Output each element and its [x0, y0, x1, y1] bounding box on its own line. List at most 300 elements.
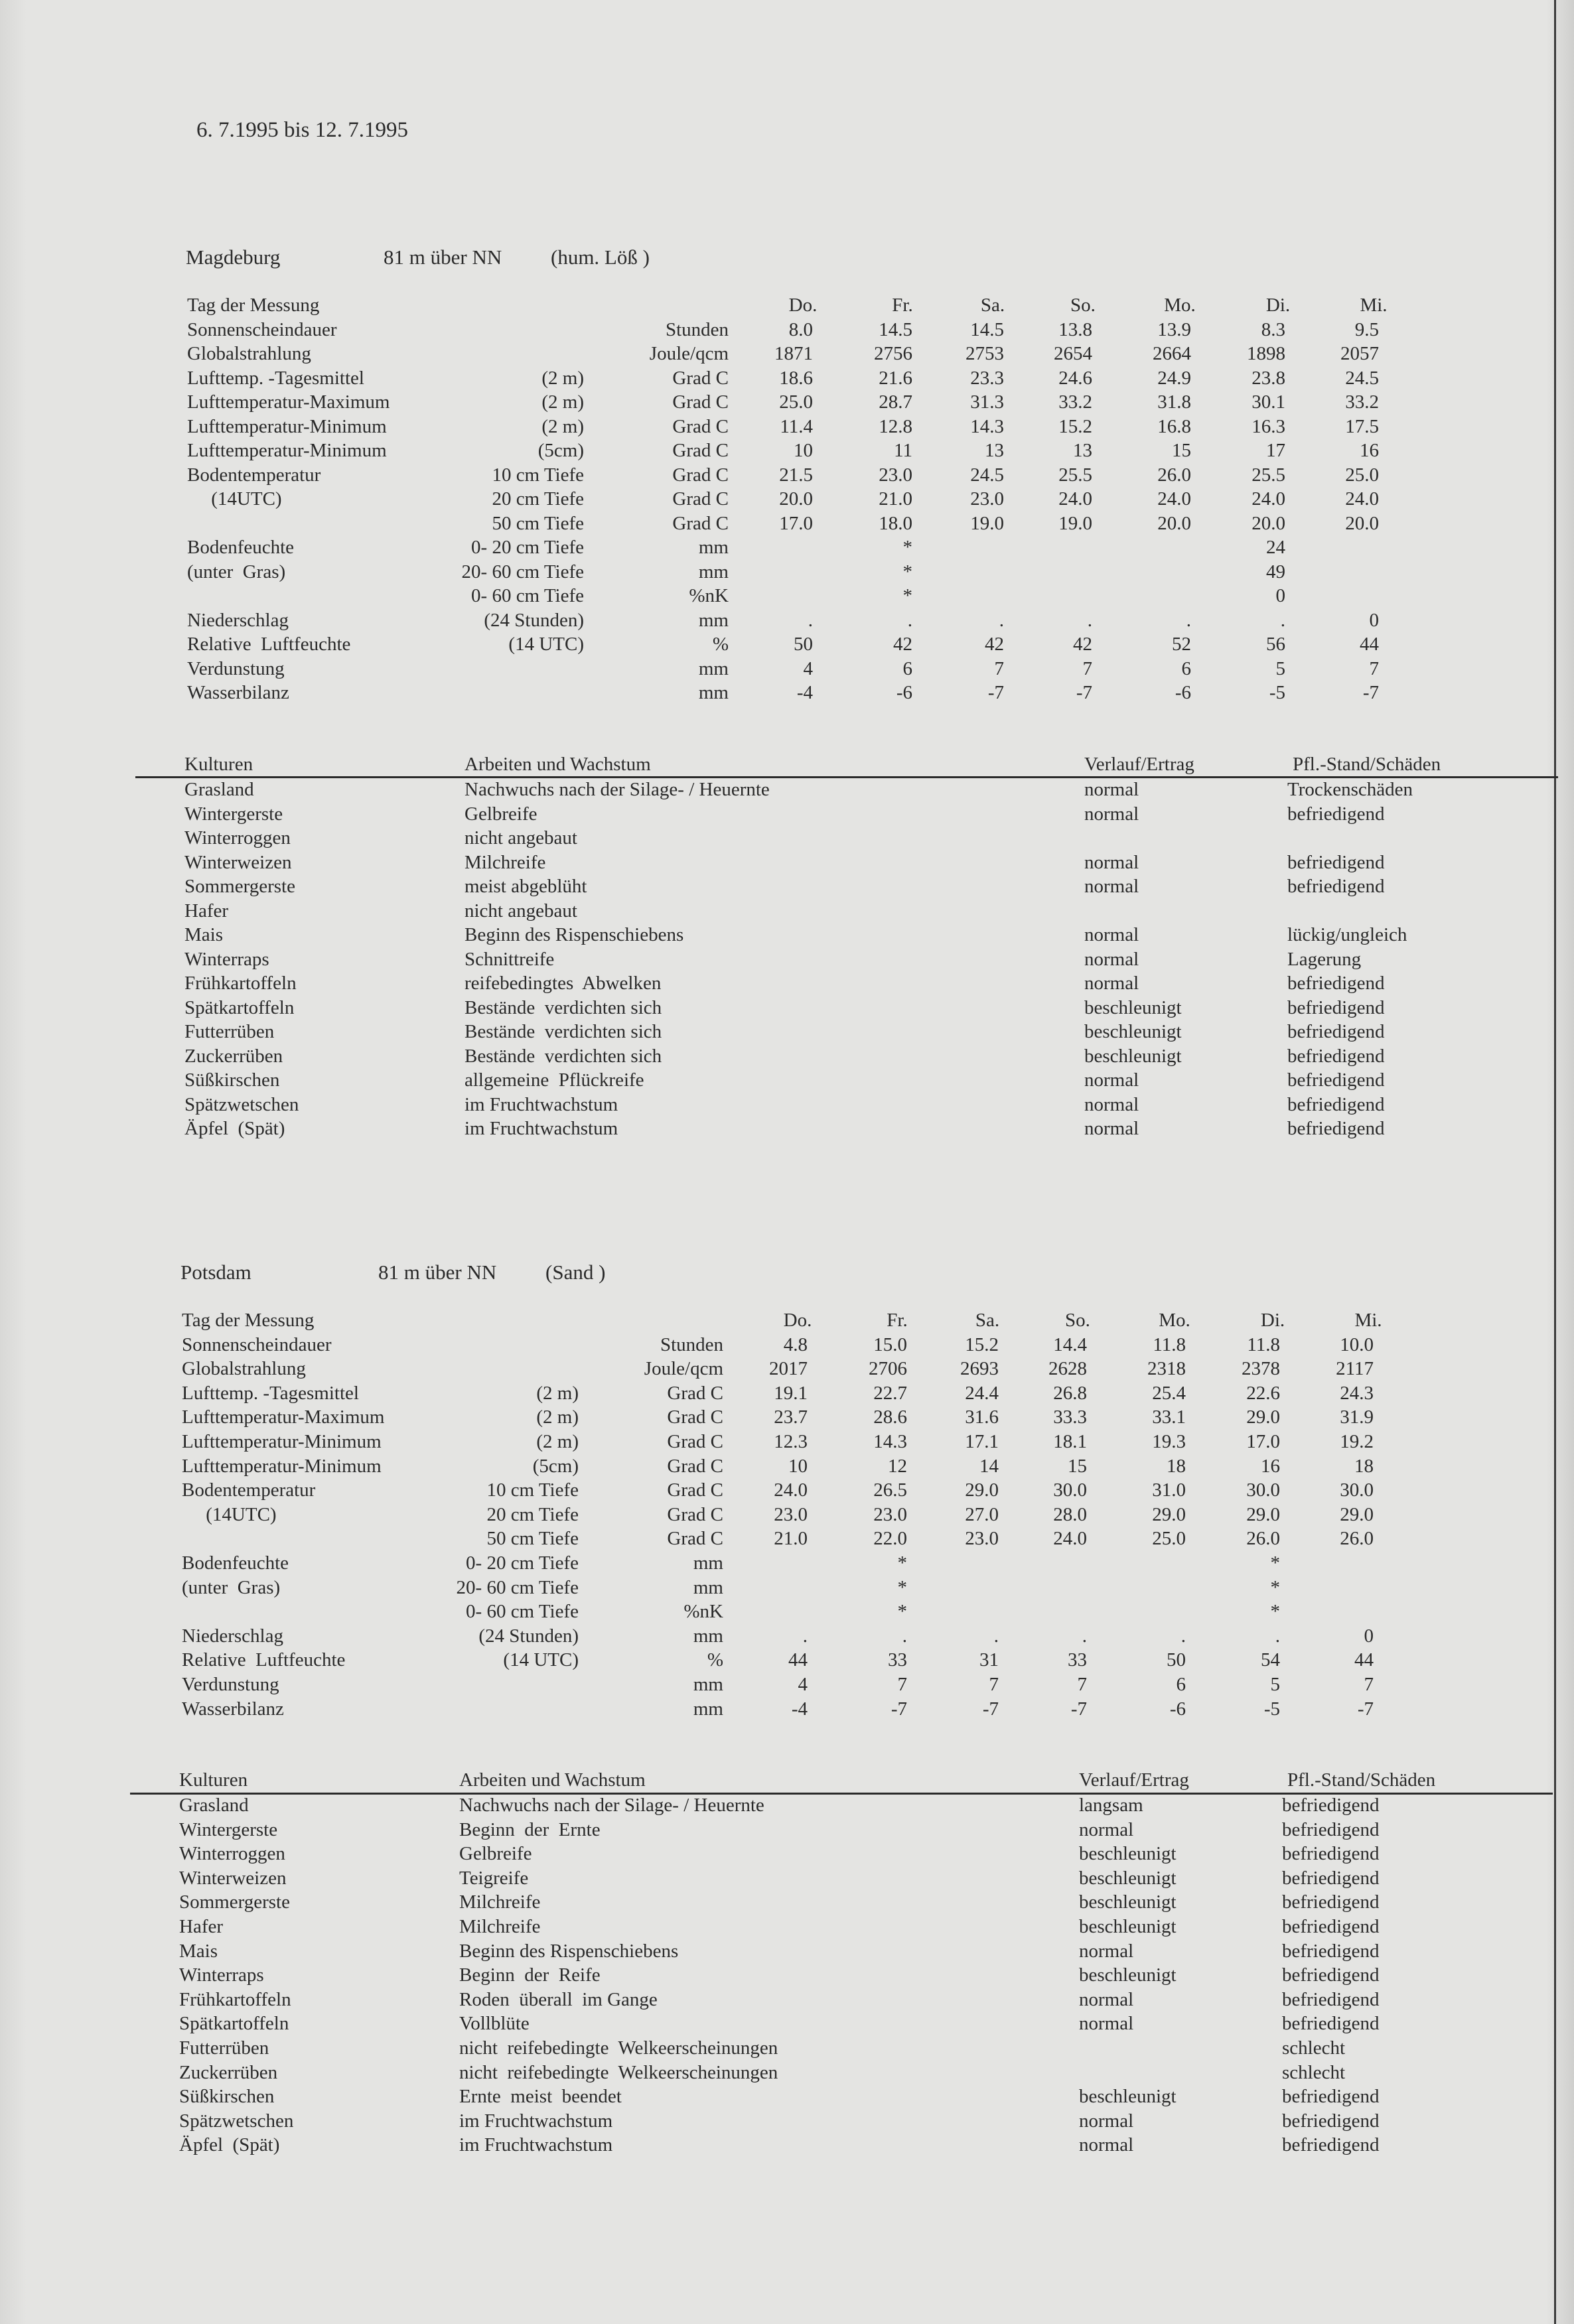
measure-value: .: [802, 1625, 808, 1647]
measure-unit: Grad C: [667, 1528, 723, 1550]
crop-state: befriedigend: [1282, 2013, 1380, 2035]
measure-sub: 0- 20 cm Tiefe: [466, 1552, 579, 1574]
measure-label: Lufttemperatur-Minimum: [182, 1431, 382, 1452]
measure-value: 49: [1266, 561, 1285, 582]
crop-course: normal: [1084, 1118, 1139, 1139]
crop-work: Teigreife: [459, 1867, 529, 1889]
crop-work: Gelbreife: [459, 1843, 532, 1865]
measure-value: -7: [1070, 1698, 1087, 1720]
measure-value: 14.3: [873, 1431, 907, 1452]
crop-name: Futterrüben: [184, 1021, 275, 1042]
crop-course: langsam: [1079, 1795, 1143, 1816]
day-header: Fr.: [887, 1310, 908, 1331]
measure-value: 2628: [1048, 1358, 1087, 1380]
measure-value: 26.0: [1157, 464, 1191, 486]
crop-name: Winterweizen: [179, 1867, 287, 1889]
measure-value: -6: [1169, 1698, 1186, 1720]
date-range: 6. 7.1995 bis 12. 7.1995: [196, 118, 409, 142]
measure-value: 19.3: [1152, 1431, 1186, 1452]
measure-value: 13: [1073, 440, 1092, 461]
crop-name: Zuckerrüben: [184, 1045, 283, 1067]
measure-value: 11: [894, 440, 912, 461]
measure-value: 21.5: [779, 464, 813, 486]
measure-value: 7: [1082, 657, 1092, 679]
measure-value: 9.5: [1354, 318, 1379, 340]
measure-value: *: [1270, 1552, 1280, 1574]
measure-value: 33.1: [1152, 1406, 1186, 1428]
measure-value: 19.2: [1340, 1431, 1374, 1452]
weather-row: [0, 560, 1574, 584]
crop-course: normal: [1079, 2110, 1134, 2132]
measure-value: 31.6: [965, 1406, 999, 1428]
measure-unit: mm: [698, 561, 729, 582]
station-soil: (hum. Löß ): [551, 245, 650, 269]
measure-value: 18.0: [879, 512, 912, 534]
measure-value: 21.0: [879, 488, 912, 510]
crop-header-kulturen: Kulturen: [184, 754, 253, 775]
measure-value: 22.6: [1246, 1382, 1280, 1404]
crop-name: Spätzwetschen: [184, 1093, 299, 1115]
day-header: Do.: [783, 1310, 812, 1331]
measure-value: 30.0: [1340, 1479, 1374, 1501]
measure-sub: (14 UTC): [508, 634, 584, 655]
crop-course: normal: [1084, 948, 1139, 970]
measure-value: 23.0: [970, 488, 1004, 510]
crop-work: Beginn der Ernte: [459, 1818, 601, 1840]
measure-value: .: [1275, 1625, 1280, 1647]
day-header: So.: [1070, 295, 1096, 316]
measure-value: .: [907, 609, 912, 631]
crop-state: befriedigend: [1287, 973, 1385, 994]
measure-value: *: [897, 1552, 907, 1574]
station-name: Magdeburg: [186, 245, 281, 269]
measure-value: 2318: [1147, 1358, 1186, 1380]
measure-value: 27.0: [965, 1503, 999, 1525]
weather-row: [0, 342, 1574, 366]
crop-state: lückig/ungleich: [1287, 924, 1407, 945]
measure-unit: mm: [698, 657, 729, 679]
crop-header-kulturen: Kulturen: [179, 1769, 248, 1791]
crop-work: Beginn des Rispenschiebens: [459, 1940, 679, 1962]
crop-name: Wintergerste: [179, 1818, 278, 1840]
measure-unit: Grad C: [672, 488, 729, 510]
weather-row: [0, 512, 1574, 535]
crop-row: [0, 899, 1574, 923]
crop-state: befriedigend: [1287, 1118, 1385, 1139]
measure-unit: Grad C: [672, 415, 729, 437]
measure-sub: (2 m): [541, 391, 584, 413]
measure-value: 33: [888, 1649, 907, 1671]
measure-sub: 20 cm Tiefe: [486, 1503, 579, 1525]
measure-label: Bodenfeuchte: [187, 537, 295, 558]
day-header: Fr.: [892, 295, 913, 316]
measure-value: 52: [1172, 634, 1191, 655]
crop-work: Roden überall im Gange: [459, 1988, 658, 2010]
measure-label: (unter Gras): [182, 1576, 281, 1598]
weather-row: [0, 1503, 1574, 1527]
crop-row: [0, 851, 1574, 874]
measure-value: 30.0: [1053, 1479, 1087, 1501]
measure-label: Lufttemperatur-Minimum: [187, 440, 387, 461]
day-header: Do.: [788, 295, 818, 316]
measure-value: 2706: [869, 1358, 907, 1380]
measure-value: 33.3: [1053, 1406, 1087, 1428]
measure-value: 7: [1077, 1674, 1087, 1695]
measure-value: 28.7: [879, 391, 912, 413]
measure-value: 7: [994, 657, 1004, 679]
crop-row: [0, 1963, 1574, 1987]
weather-row: [0, 1357, 1574, 1381]
measure-value: 29.0: [965, 1479, 999, 1501]
crop-work: Milchreife: [459, 1916, 541, 1937]
crop-course: beschleunigt: [1079, 1891, 1177, 1913]
crop-state: befriedigend: [1287, 996, 1385, 1018]
measure-value: *: [902, 561, 912, 582]
weather-row: [0, 632, 1574, 656]
measure-value: 44: [1354, 1649, 1374, 1671]
measure-value: 5: [1275, 657, 1285, 679]
crop-work: Beginn der Reife: [459, 1964, 601, 1986]
measure-label: Bodentemperatur: [187, 464, 321, 486]
crop-work: Gelbreife: [465, 803, 537, 825]
measure-value: 4: [798, 1674, 808, 1695]
measure-label: Lufttemperatur-Minimum: [182, 1455, 382, 1477]
weather-row: [0, 1381, 1574, 1405]
crop-work: im Fruchtwachstum: [459, 2110, 613, 2132]
crop-state: befriedigend: [1287, 1069, 1385, 1091]
measure-label: Lufttemperatur-Maximum: [182, 1406, 385, 1428]
crop-name: Frühkartoffeln: [184, 973, 297, 994]
weather-row: [0, 1673, 1574, 1696]
measure-value: 17.1: [965, 1431, 999, 1452]
measure-unit: %: [707, 1649, 723, 1671]
measure-value: 21.0: [774, 1528, 808, 1550]
crop-work: Nachwuchs nach der Silage- / Heuernte: [465, 779, 770, 800]
weather-row: [0, 463, 1574, 487]
measure-value: 23.0: [965, 1528, 999, 1550]
measure-label: (unter Gras): [187, 561, 286, 582]
measure-value: 18.1: [1053, 1431, 1087, 1452]
measure-unit: Joule/qcm: [644, 1358, 723, 1380]
weather-row: [0, 1600, 1574, 1623]
crop-work: Beginn des Rispenschiebens: [465, 924, 684, 945]
measure-label: Globalstrahlung: [187, 343, 311, 364]
crop-name: Grasland: [184, 779, 254, 800]
measure-value: 30.1: [1252, 391, 1285, 413]
measure-value: 28.0: [1053, 1503, 1087, 1525]
measure-value: 23.0: [774, 1503, 808, 1525]
day-header: So.: [1065, 1310, 1090, 1331]
crop-work: reifebedingtes Abwelken: [465, 973, 662, 994]
measure-unit: Stunden: [665, 318, 729, 340]
measure-value: 23.0: [879, 464, 912, 486]
weather-row: [0, 681, 1574, 705]
measure-unit: Grad C: [672, 464, 729, 486]
measure-value: 29.0: [1246, 1406, 1280, 1428]
measure-value: 22.7: [873, 1382, 907, 1404]
measure-unit: mm: [693, 1552, 723, 1574]
measure-value: 10: [794, 440, 813, 461]
weather-header-row: [0, 293, 1574, 317]
measure-sub: (2 m): [541, 415, 584, 437]
measure-value: 21.6: [879, 367, 912, 389]
crop-course: normal: [1084, 973, 1139, 994]
crop-name: Sommergerste: [184, 876, 295, 897]
measure-value: 24.0: [1053, 1528, 1087, 1550]
measure-label: Relative Luftfeuchte: [182, 1649, 346, 1671]
crop-state: befriedigend: [1287, 876, 1385, 897]
crop-course: beschleunigt: [1079, 1916, 1177, 1937]
measure-sub: 0- 20 cm Tiefe: [471, 537, 584, 558]
measure-value: 19.0: [1058, 512, 1092, 534]
crop-name: Mais: [179, 1940, 218, 1962]
measure-value: .: [1186, 609, 1191, 631]
measure-value: 31.3: [970, 391, 1004, 413]
measure-value: 14.5: [970, 318, 1004, 340]
measure-value: .: [1082, 1625, 1087, 1647]
crop-work: Bestände verdichten sich: [465, 996, 662, 1018]
measure-unit: mm: [693, 1576, 723, 1598]
crop-work: Bestände verdichten sich: [465, 1045, 662, 1067]
measure-value: 7: [1364, 1674, 1374, 1695]
measure-value: 15: [1068, 1455, 1087, 1477]
crop-name: Winterroggen: [184, 827, 291, 849]
measure-value: 42: [1073, 634, 1092, 655]
crop-name: Spätkartoffeln: [184, 996, 295, 1018]
measure-value: 8.3: [1261, 318, 1285, 340]
measure-value: 16: [1360, 440, 1379, 461]
crop-work: meist abgeblüht: [465, 876, 587, 897]
measure-sub: 0- 60 cm Tiefe: [471, 585, 584, 606]
crop-row: [0, 996, 1574, 1020]
measure-sub: 50 cm Tiefe: [486, 1528, 579, 1550]
measure-value: 12: [888, 1455, 907, 1477]
crop-row: [0, 971, 1574, 995]
weather-row: [0, 439, 1574, 462]
crop-work: allgemeine Pflückreife: [465, 1069, 644, 1091]
measure-value: 25.0: [779, 391, 813, 413]
measure-value: 15.2: [1058, 415, 1092, 437]
weather-header-label: Tag der Messung: [182, 1310, 315, 1331]
measure-value: 23.3: [970, 367, 1004, 389]
measure-value: 14: [979, 1455, 999, 1477]
crop-name: Hafer: [179, 1916, 224, 1937]
crop-state: befriedigend: [1282, 1843, 1380, 1865]
measure-value: 2117: [1336, 1358, 1374, 1380]
crop-work: Ernte meist beendet: [459, 2086, 622, 2108]
measure-value: 12.8: [879, 415, 912, 437]
measure-value: 6: [902, 657, 912, 679]
measure-value: 54: [1261, 1649, 1280, 1671]
weather-row: [0, 318, 1574, 342]
measure-unit: Joule/qcm: [649, 343, 729, 364]
measure-unit: Grad C: [672, 440, 729, 461]
crop-row: [0, 2133, 1574, 2157]
measure-unit: %nK: [689, 585, 729, 606]
measure-label: Wasserbilanz: [182, 1698, 284, 1720]
measure-unit: Grad C: [672, 391, 729, 413]
measure-unit: mm: [693, 1698, 723, 1720]
measure-value: 11.4: [780, 415, 813, 437]
day-header: Mi.: [1354, 1310, 1382, 1331]
measure-value: .: [902, 1625, 907, 1647]
crop-row: [0, 947, 1574, 971]
measure-value: 33.2: [1345, 391, 1379, 413]
crop-header-verlauf: Verlauf/Ertrag: [1079, 1769, 1189, 1791]
measure-value: *: [902, 537, 912, 558]
measure-value: -7: [982, 1698, 999, 1720]
measure-value: *: [1270, 1576, 1280, 1598]
measure-unit: Grad C: [672, 367, 729, 389]
measure-label: Relative Luftfeuchte: [187, 634, 351, 655]
measure-value: 22.0: [873, 1528, 907, 1550]
crop-header-stand: Pfl.-Stand/Schäden: [1287, 1769, 1436, 1791]
weather-row: [0, 1430, 1574, 1454]
measure-label: Verdunstung: [187, 657, 285, 679]
measure-value: 29.0: [1340, 1503, 1374, 1525]
measure-value: 0: [1369, 609, 1379, 631]
crop-state: befriedigend: [1287, 1021, 1385, 1042]
crop-state: befriedigend: [1282, 2086, 1380, 2108]
measure-value: 15.0: [873, 1333, 907, 1355]
crop-work: Vollblüte: [459, 2013, 530, 2035]
crop-course: normal: [1084, 1093, 1139, 1115]
day-header: Mi.: [1360, 295, 1388, 316]
measure-sub: (14 UTC): [503, 1649, 579, 1671]
measure-unit: mm: [698, 609, 729, 631]
measure-value: 0: [1364, 1625, 1374, 1647]
measure-sub: (2 m): [536, 1382, 579, 1404]
weather-row: [0, 1454, 1574, 1478]
weather-row: [0, 390, 1574, 414]
measure-value: 4.8: [783, 1333, 808, 1355]
crop-state: befriedigend: [1287, 1045, 1385, 1067]
measure-value: 2017: [769, 1358, 808, 1380]
crop-state: schlecht: [1282, 2061, 1346, 2083]
weather-row: [0, 1697, 1574, 1721]
weather-row: [0, 1333, 1574, 1357]
crop-name: Winterroggen: [179, 1843, 285, 1865]
crop-work: nicht reifebedingte Welkeerscheinungen: [459, 2037, 778, 2059]
measure-sub: 20- 60 cm Tiefe: [461, 561, 584, 582]
measure-value: 31.9: [1340, 1406, 1374, 1428]
measure-unit: mm: [698, 682, 729, 703]
crop-name: Hafer: [184, 900, 229, 922]
measure-value: -7: [1362, 682, 1379, 703]
measure-value: 2693: [960, 1358, 999, 1380]
measure-value: .: [1280, 609, 1285, 631]
crop-course: beschleunigt: [1084, 996, 1182, 1018]
crop-state: befriedigend: [1287, 851, 1385, 873]
crop-work: im Fruchtwachstum: [465, 1118, 618, 1139]
crop-name: Futterrüben: [179, 2037, 269, 2059]
measure-value: -5: [1263, 1698, 1280, 1720]
measure-unit: Grad C: [667, 1455, 723, 1477]
crop-state: befriedigend: [1282, 1891, 1380, 1913]
crop-name: Sommergerste: [179, 1891, 290, 1913]
crop-course: normal: [1084, 1069, 1139, 1091]
measure-value: 14.5: [879, 318, 912, 340]
weather-header-row: [0, 1308, 1574, 1332]
measure-value: 23.7: [774, 1406, 808, 1428]
crop-name: Zuckerrüben: [179, 2061, 278, 2083]
measure-value: 24: [1266, 537, 1285, 558]
weather-row: [0, 1405, 1574, 1429]
crop-name: Spätzwetschen: [179, 2110, 294, 2132]
crop-course: normal: [1079, 1940, 1134, 1962]
measure-value: 18: [1167, 1455, 1186, 1477]
crop-state: befriedigend: [1282, 2110, 1380, 2132]
crop-name: Wintergerste: [184, 803, 283, 825]
crop-row: [0, 2085, 1574, 2108]
measure-value: 8.0: [788, 318, 813, 340]
measure-value: 24.0: [1345, 488, 1379, 510]
crop-state: befriedigend: [1282, 1964, 1380, 1986]
measure-sub: (2 m): [536, 1431, 579, 1452]
crop-state: befriedigend: [1282, 1916, 1380, 1937]
weather-row: [0, 1624, 1574, 1648]
measure-value: 5: [1270, 1674, 1280, 1695]
measure-unit: %: [712, 634, 729, 655]
measure-value: 29.0: [1152, 1503, 1186, 1525]
measure-value: 30.0: [1246, 1479, 1280, 1501]
measure-value: 23.8: [1252, 367, 1285, 389]
measure-value: 26.0: [1340, 1528, 1374, 1550]
crop-row: [0, 1044, 1574, 1068]
crop-header-arbeiten: Arbeiten und Wachstum: [465, 754, 651, 775]
measure-value: 20.0: [1157, 512, 1191, 534]
crop-course: beschleunigt: [1079, 1867, 1177, 1889]
measure-value: 1871: [774, 343, 813, 364]
station-elevation: 81 m über NN: [378, 1261, 497, 1284]
weather-row: [0, 487, 1574, 511]
measure-value: 25.4: [1152, 1382, 1186, 1404]
measure-value: 11.8: [1247, 1333, 1280, 1355]
crop-course: normal: [1079, 2134, 1134, 2156]
crop-row: [0, 1866, 1574, 1890]
measure-value: 26.0: [1246, 1528, 1280, 1550]
crop-name: Süßkirschen: [184, 1069, 280, 1091]
measure-unit: Grad C: [667, 1431, 723, 1452]
weather-row: [0, 535, 1574, 559]
crop-course: normal: [1079, 1818, 1134, 1840]
crop-work: Schnittreife: [465, 948, 555, 970]
measure-value: 24.9: [1157, 367, 1191, 389]
crop-row: [0, 1818, 1574, 1842]
measure-value: 31.0: [1152, 1479, 1186, 1501]
measure-value: 31: [979, 1649, 999, 1671]
measure-sub: (24 Stunden): [484, 609, 584, 631]
measure-sub: 50 cm Tiefe: [492, 512, 584, 534]
crop-work: nicht angebaut: [465, 900, 577, 922]
measure-label: Sonnenscheindauer: [182, 1333, 332, 1355]
crop-course: beschleunigt: [1084, 1045, 1182, 1067]
measure-value: 15: [1172, 440, 1191, 461]
measure-value: 6: [1176, 1674, 1186, 1695]
crop-name: Winterweizen: [184, 851, 292, 873]
measure-value: 42: [985, 634, 1004, 655]
crop-state: Lagerung: [1287, 948, 1362, 970]
measure-unit: Stunden: [660, 1333, 723, 1355]
measure-value: 18: [1354, 1455, 1374, 1477]
crop-state: befriedigend: [1282, 1795, 1380, 1816]
measure-value: 31.8: [1157, 391, 1191, 413]
crop-row: [0, 874, 1574, 898]
crop-state: befriedigend: [1282, 1867, 1380, 1889]
crop-work: Nachwuchs nach der Silage- / Heuernte: [459, 1795, 764, 1816]
measure-value: 25.0: [1345, 464, 1379, 486]
crop-row: [0, 923, 1574, 947]
